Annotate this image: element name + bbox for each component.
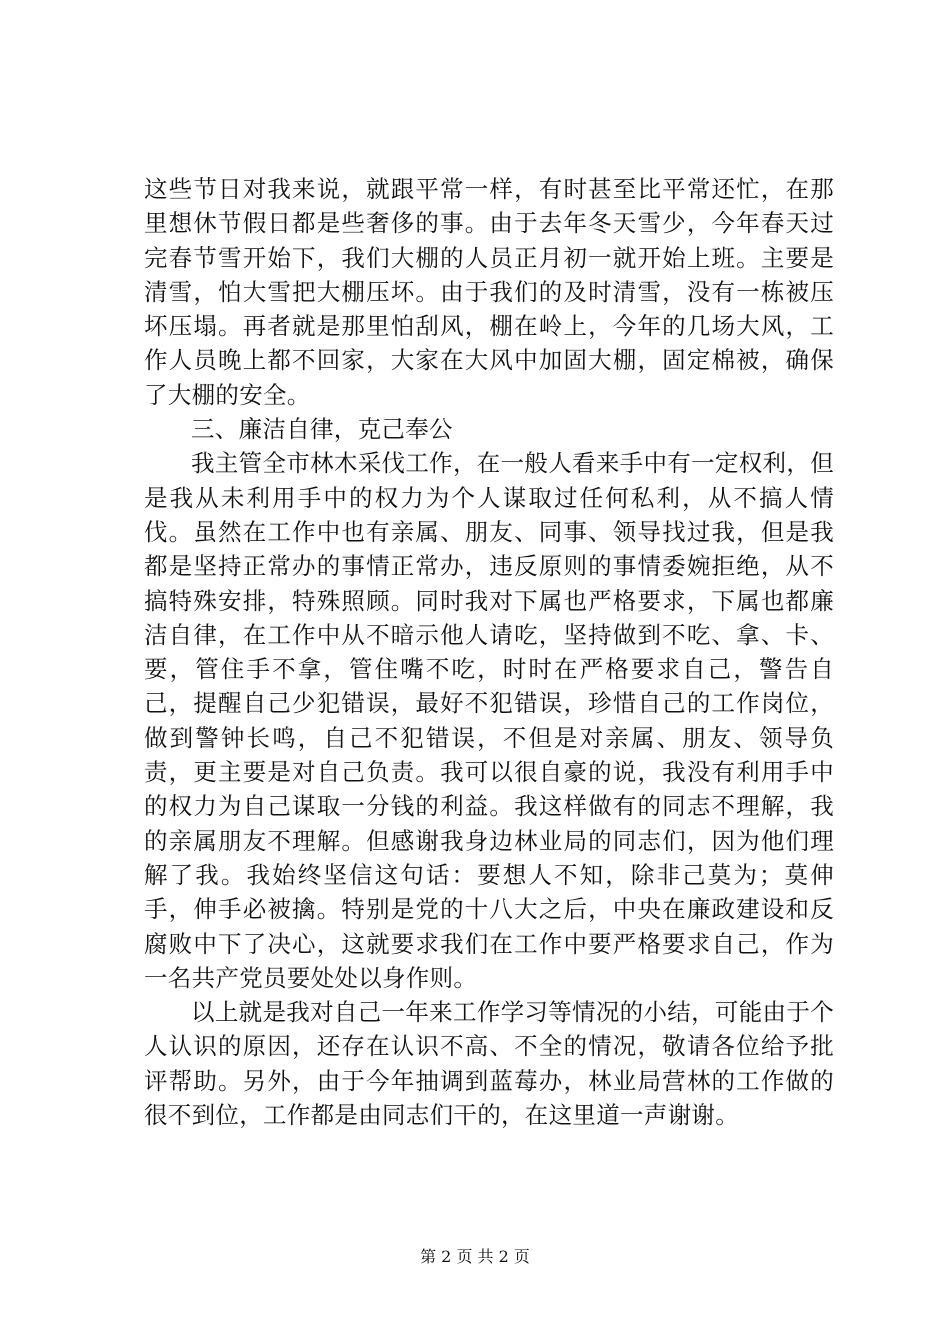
document-body bbox=[144, 172, 834, 1132]
paragraph-2: 我主管全市林木采伐工作，在一般人看来手中有一定权利，但是我从未利用手中的权力为个人谋取过任何私利，从不搞人情伐。虽然在工作中也有亲属、朋友、同事、领导找过我，但是我都是坚持正常办的事情正常办，违反原则的事情委婉拒绝，从不搞特殊安排，特殊照顾。同时我对下属也严格要求，下属也都廉洁自律，在工作中从不暗示他人请吃，坚持做到不吃、拿、卡、要，管住手不拿，管住嘴不吃，时时在严格要求自己，警告自己，提醒自己少犯错误，最好不犯错误，珍惜自己的工作岗位，做到警钟长鸣，自己不犯错误，不但是对亲属、朋友、领导负责，更主要是对自己负责。我可以很自豪的说，我没有利用手中的权力为自己谋取一分钱的利益。我这样做有的同志不理解，我的亲属朋友不理解。但感谢我身边林业局的同志们，因为他们理解了我。我始终坚信这句话：要想人不知，除非己莫为；莫伸手，伸手必被擒。特别是党的十八大之后，中央在廉政建设和反腐败中下了决心，这就要求我们在工作中要严格要求自己，作为一名共产党员要处处以身作则。 bbox=[144, 449, 834, 992]
page-number-footer: 第 2 页 共 2 页 bbox=[420, 1247, 530, 1266]
paragraph-1: 这些节日对我来说，就跟平常一样，有时甚至比平常还忙，在那里想休节假日都是些奢侈的事。由于去年冬天雪少，今年春天过完春节雪开始下，我们大棚的人员正月初一就开始上班。主要是清雪，怕大雪把大棚压坏。由于我们的及时清雪，没有一栋被压坏压塌。再者就是那里怕刮风，棚在岭上，今年的几场大风，工作人员晚上都不回家，大家在大风中加固大棚，固定棉被，确保了大棚的安全。 bbox=[144, 175, 834, 409]
section-heading-3: 三、廉洁自律，克己奉公 bbox=[191, 415, 453, 444]
paragraph-3: 以上就是我对自己一年来工作学习等情况的小结，可能由于个人认识的原因，还存在认识不高、不全的情况，敬请各位给予批评帮助。另外，由于今年抽调到蓝莓办，林业局营林的工作做的很不到位，工作都是由同志们干的，在这里道一声谢谢。 bbox=[144, 998, 834, 1130]
